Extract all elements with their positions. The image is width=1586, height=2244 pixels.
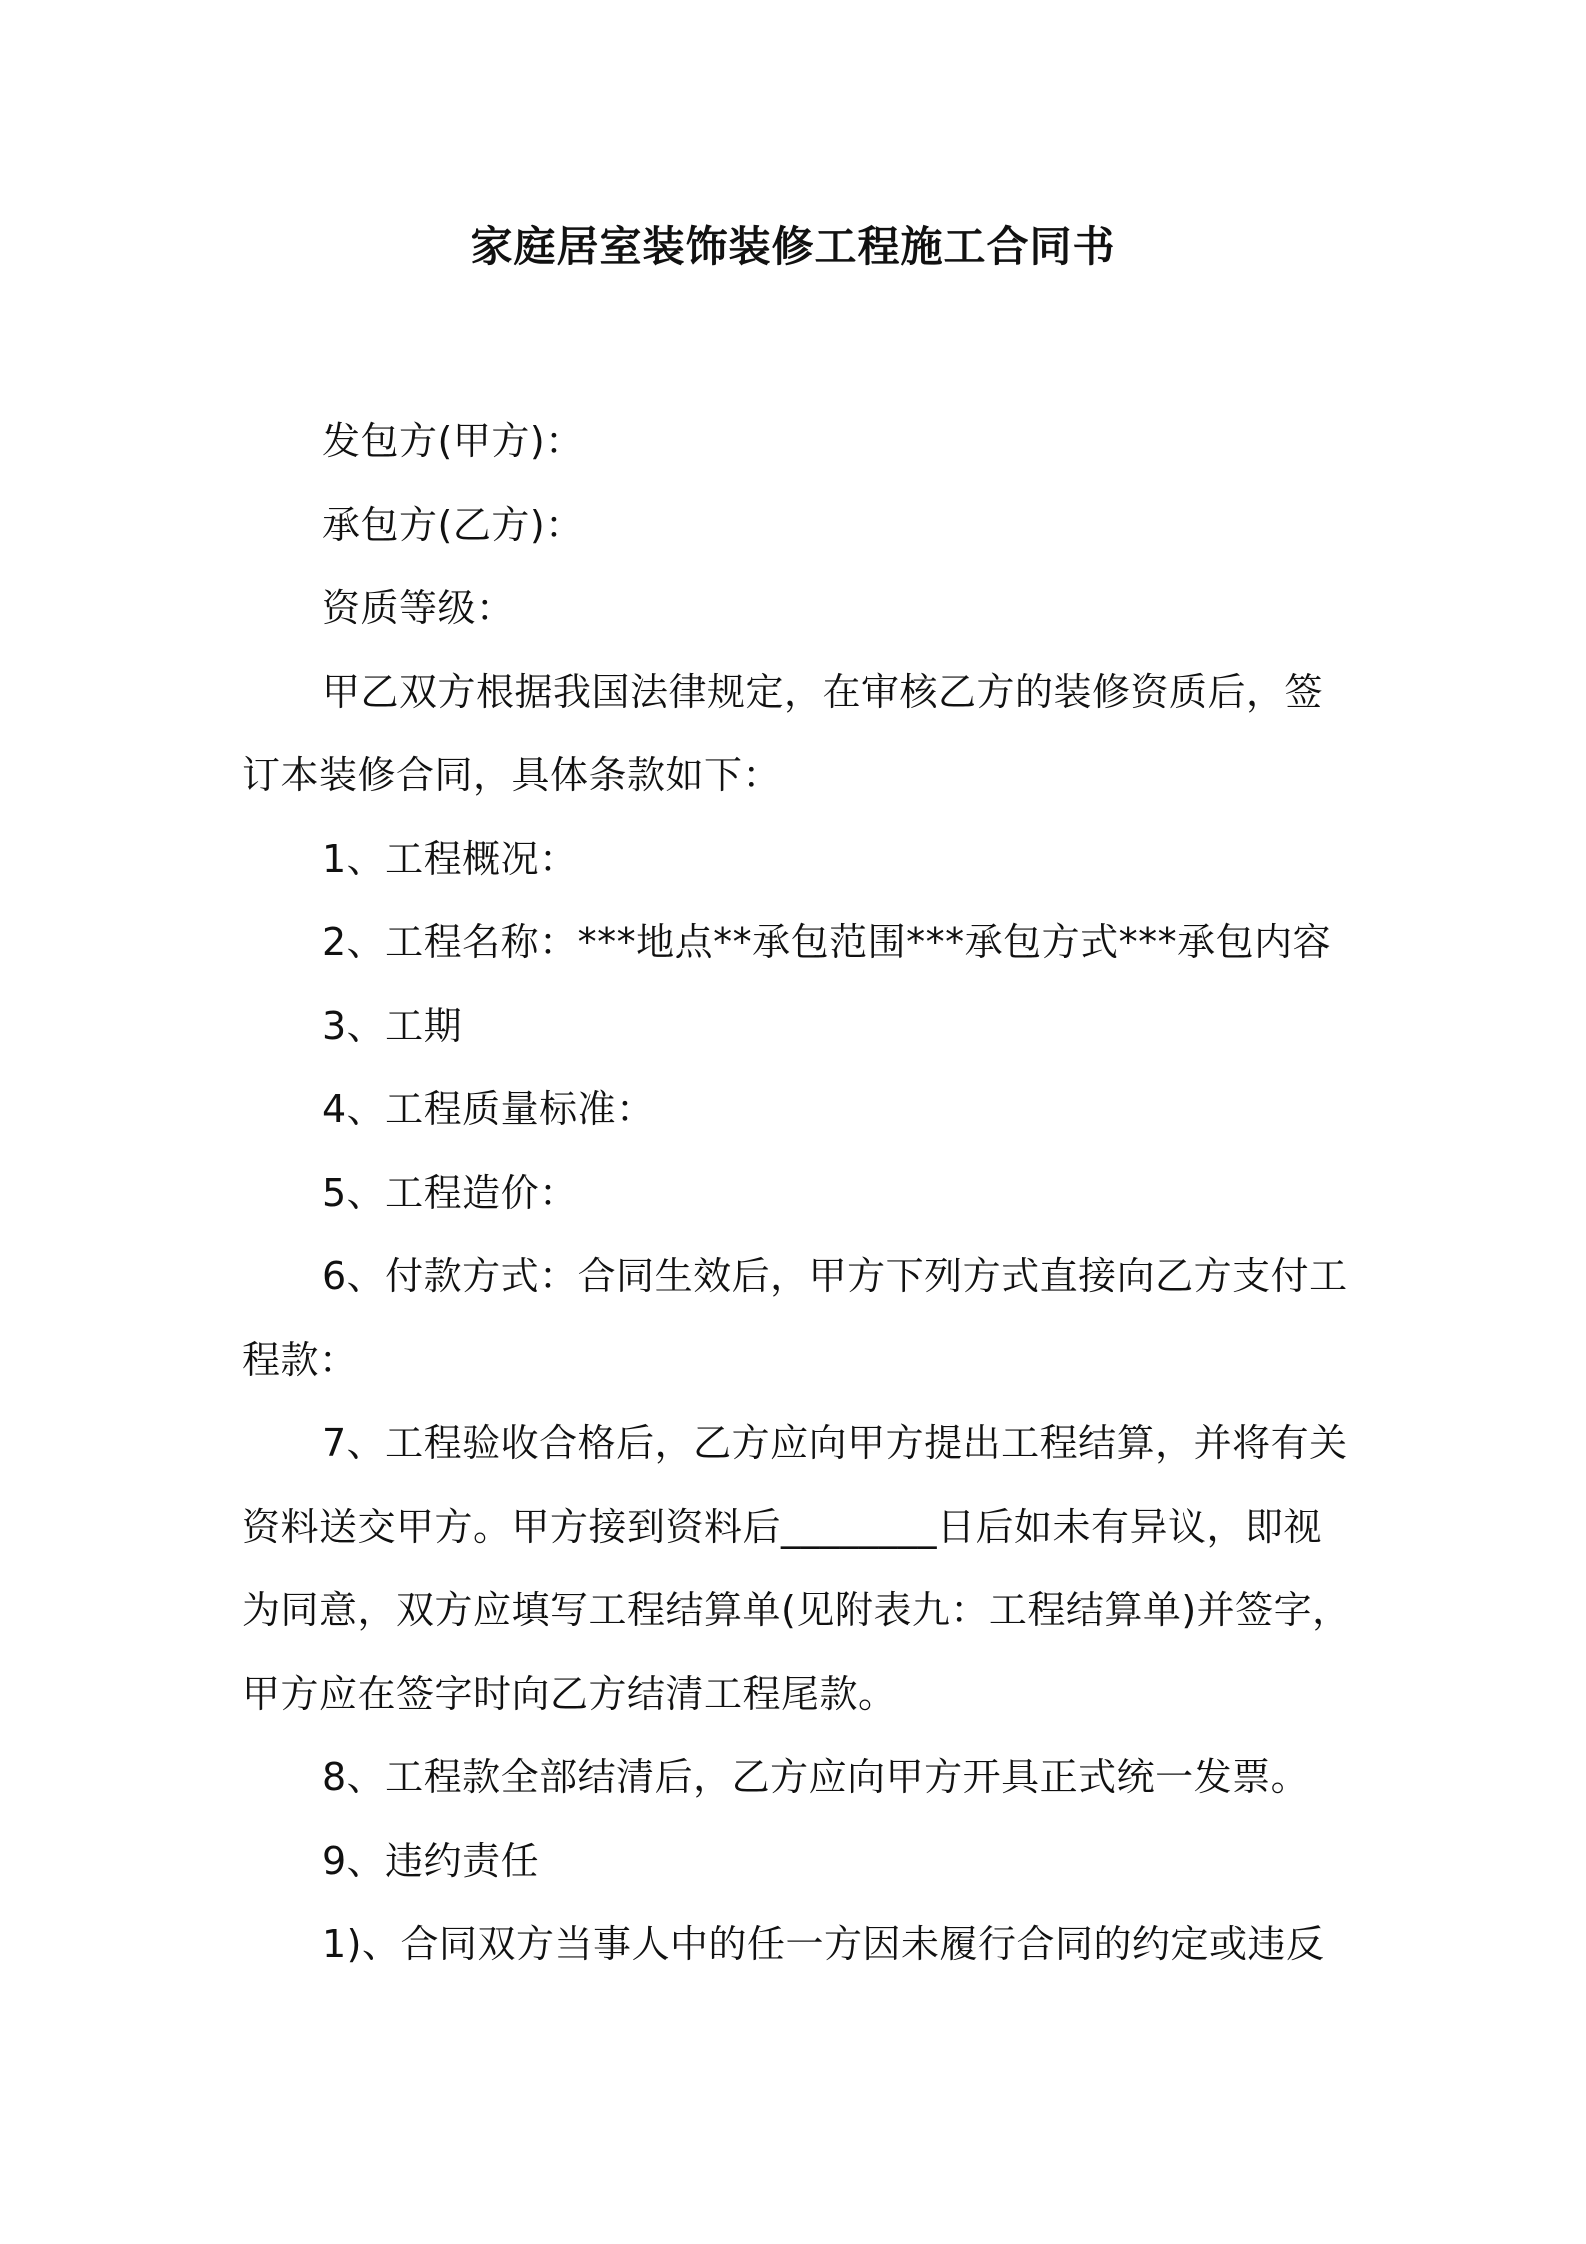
clause-3: 3、工期 [322, 1003, 463, 1048]
clause-6: 6、付款方式：合同生效后，甲方下列方式直接向乙方支付工程款： [242, 1254, 1348, 1382]
party-a-line: 发包方(甲方)： [322, 419, 584, 463]
document-title: 家庭居室装饰装修工程施工合同书 [470, 222, 1116, 271]
party-b-line: 承包方(乙方)： [322, 502, 584, 547]
clause-4: 4、工程质量标准： [322, 1087, 655, 1131]
clause-5: 5、工程造价： [322, 1170, 578, 1215]
clause-8: 8、工程款全部结清后，乙方应向甲方开具正式统一发票。 [322, 1755, 1310, 1799]
clause-7: 7、工程验收合格后，乙方应向甲方提出工程结算，并将有关资料送交甲方。甲方接到资料后________日后如未有异议，即视为同意，双方应填写工程结算单(见附表九：工程结算单)并签字，甲方应在签字时向乙方结清工程尾款。 [242, 1421, 1351, 1716]
intro-paragraph: 甲乙双方根据我国法律规定，在审核乙方的装修资质后，签订本装修合同，具体条款如下： [242, 669, 1324, 797]
clause-9: 9、违约责任 [322, 1838, 540, 1883]
clause-9-item-1: 1)、合同双方当事人中的任一方因未履行合同的约定或违反 [322, 1922, 1325, 1966]
document-body [242, 400, 1352, 1987]
clause-1: 1、工程概况： [322, 836, 578, 881]
clause-2: 2、工程名称：***地点**承包范围***承包方式***承包内容 [322, 920, 1332, 964]
qualification-line: 资质等级： [322, 586, 515, 630]
